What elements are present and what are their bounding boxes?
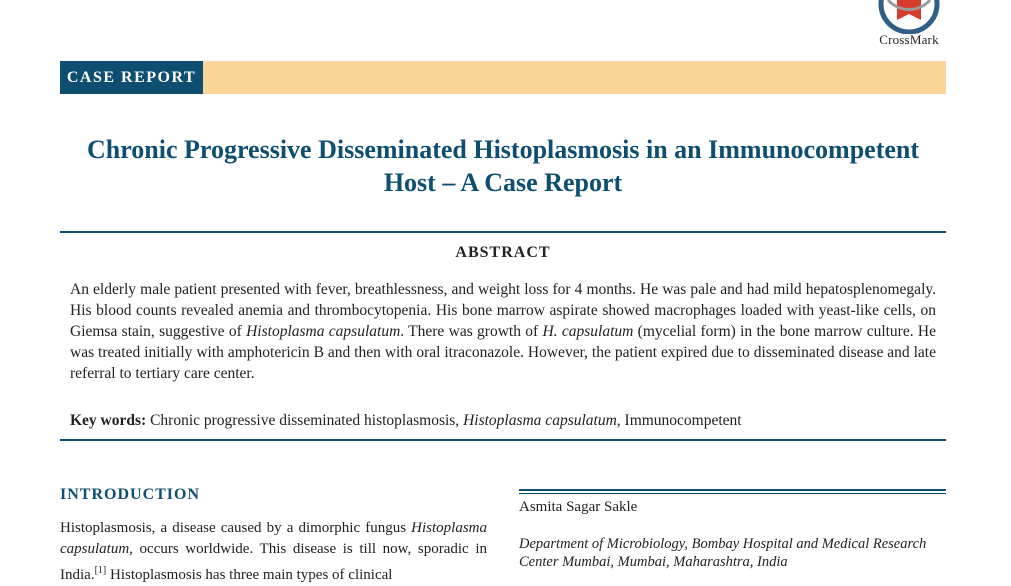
abstract-organism: Histoplasma capsulatum [246, 323, 401, 340]
abstract-text: . There was growth of [400, 323, 543, 340]
crossmark-badge[interactable] [873, 0, 945, 52]
introduction-heading: INTRODUCTION [60, 486, 201, 503]
abstract-top-rule [60, 231, 946, 233]
author-affiliation: Department of Microbiology, Bombay Hospital and Medical Research Center Mumbai, Mumbai, Maharashtra, India [519, 536, 927, 570]
article-type-banner [60, 61, 946, 94]
intro-text: Histoplasmosis, a disease caused by a dimorphic fungus [60, 520, 412, 536]
intro-text: , occurs worldwide. This disease is till now, sporadic in India. [60, 541, 487, 583]
keywords-organism: Histoplasma capsulatum [463, 412, 617, 429]
article-title: Chronic Progressive Disseminated Histoplasmosis in an Immunocompetent Host – A Case Report [86, 135, 920, 197]
abstract-bottom-rule [60, 439, 946, 441]
abstract-organism-short: H. capsulatum [542, 323, 634, 340]
crossmark-label: CrossMark [879, 32, 939, 47]
intro-organism: Histoplasma capsulatum [60, 520, 487, 557]
citation-link[interactable]: [1] [94, 565, 107, 576]
abstract-heading: ABSTRACT [455, 244, 551, 261]
abstract-text: An elderly male patient presented with fever, breathlessness, and weight loss for 4 months. He was pale and had mild hepatosplenomegaly. His blood counts revealed anemia and thrombocytopenia. His bone marrow aspirate showed macrophages loaded with yeast-like cells, on Giemsa stain, suggestive of [70, 281, 936, 340]
crossmark-icon [878, 0, 940, 34]
keywords [70, 410, 936, 431]
keywords-label: Key words: [70, 412, 147, 429]
author-section-rule [519, 489, 946, 494]
abstract-text: (mycelial form) in the bone marrow culture. He was treated initially with amphotericin B and then with oral itraconazole. However, the patient expired due to disseminated disease and late referral to tertiary care center. [70, 323, 936, 382]
author-name: Asmita Sagar Sakle [519, 499, 638, 515]
keywords-text: , Immunocompetent [616, 412, 742, 429]
article-type-tag: CASE REPORT [60, 61, 203, 94]
introduction-body [60, 518, 487, 586]
intro-text: Histoplasmosis has three main types of clinical [106, 567, 393, 583]
abstract-body [70, 279, 936, 384]
keywords-text: Chronic progressive disseminated histoplasmosis, [146, 412, 464, 429]
